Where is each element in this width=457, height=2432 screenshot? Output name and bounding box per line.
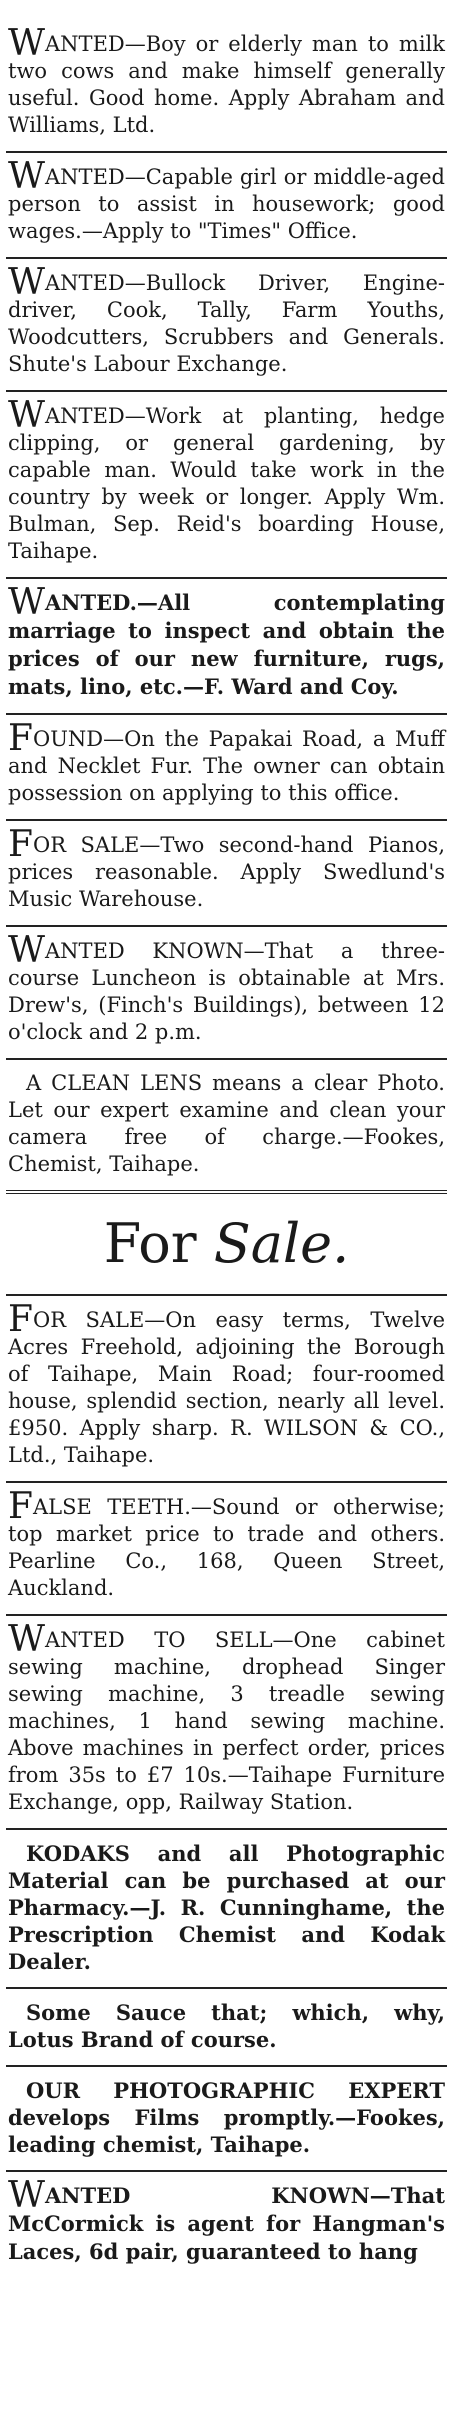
ad-initial: W: [8, 582, 46, 623]
ad-initial: F: [8, 718, 33, 759]
ad-text: OR SALE—Two second-hand Pianos, prices reasonable. Apply Swedlund's Music Warehouse.: [8, 833, 445, 911]
ad-text: ANTED KNOWN—That McCormick is agent for Hangman's Laces, 6d pair, guaranteed to hang: [8, 2183, 445, 2264]
ad-kodaks: [6, 1830, 447, 1989]
heading-part1: For: [103, 1212, 214, 1275]
ad-wanted-known-laces: [6, 2172, 447, 2278]
ad-text: OUND—On the Papakai Road, a Muff and Necklet Fur. The owner can obtain possession on applying to this office.: [8, 727, 445, 805]
ad-initial: W: [8, 930, 46, 971]
ad-text: A CLEAN LENS means a clear Photo. Let our expert examine and clean your camera free of charge.—Fookes, Chemist, Taihape.: [8, 1071, 445, 1176]
ad-initial: W: [8, 2175, 46, 2216]
ad-initial: W: [8, 262, 46, 303]
ad-text: ANTED—Capable girl or middle-aged person to assist in housework; good wages.—Apply to "Times" Office.: [8, 165, 445, 243]
ad-text: KODAKS and all Photographic Material can be purchased at our Pharmacy.—J. R. Cunninghame, the Prescription Chemist and Kodak Dealer.: [8, 1841, 445, 1974]
ad-text: ALSE TEETH.—Sound or otherwise; top market price to trade and others. Pearline Co., 168, Queen Street, Auckland.: [8, 1495, 445, 1600]
ad-wanted-work: [6, 392, 447, 579]
ad-wanted-known-luncheon: [6, 927, 447, 1060]
ad-wanted-girl: [6, 153, 447, 259]
ad-wanted-marriage: [6, 579, 447, 715]
ad-initial: W: [8, 23, 46, 64]
ad-text: OR SALE—On easy terms, Twelve Acres Freehold, adjoining the Borough of Taihape, Main Road; four-roomed house, splendid section, nearly all level. £950. Apply sharp. R. WILSON & CO., Ltd., Taihape.: [8, 1308, 445, 1467]
ad-text: ANTED—Work at planting, hedge clipping, or general gardening, by capable man. Would take work in the country by week or longer. Apply Wm. Bulman, Sep. Reid's boarding House, Taihape.: [8, 404, 445, 563]
ad-text: OUR PHOTOGRAPHIC EXPERT develops Films promptly.—Fookes, leading chemist, Taihape.: [8, 2078, 445, 2157]
ad-text: ANTED KNOWN—That a three-course Luncheon is obtainable at Mrs. Drew's, (Finch's Buildings), between 12 o'clock and 2 p.m.: [8, 939, 445, 1044]
ad-initial: W: [8, 395, 46, 436]
ad-false-teeth: [6, 1483, 447, 1616]
ad-initial: W: [8, 156, 46, 197]
section-heading: [6, 1194, 447, 1296]
ad-text: ANTED—Bullock Driver, Engine-driver, Cook, Tally, Farm Youths, Woodcutters, Scrubbers and Generals. Shute's Labour Exchange.: [8, 271, 445, 376]
ad-text: ANTED.—All contemplating marriage to inspect and obtain the prices of our new furniture, rugs, mats, lino, etc.—F. Ward and Coy.: [8, 590, 445, 699]
ad-initial: F: [8, 824, 33, 865]
heading-part2: Sale.: [213, 1212, 350, 1275]
ad-initial: W: [8, 1619, 46, 1660]
ad-for-sale-acres: [6, 1296, 447, 1483]
ad-wanted-boy: [6, 0, 447, 153]
ad-sauce: [6, 1989, 447, 2067]
ad-photographic-expert: [6, 2067, 447, 2172]
ad-found-fur: [6, 715, 447, 821]
ad-wanted-bullock-driver: [6, 259, 447, 392]
ad-initial: F: [8, 1299, 33, 1340]
ad-clean-lens: [6, 1060, 447, 1194]
ad-text: ANTED—Boy or elderly man to milk two cows and make himself generally useful. Good home. Apply Abraham and Williams, Ltd.: [8, 32, 445, 137]
ad-wanted-to-sell: [6, 1616, 447, 1830]
ad-initial: F: [8, 1486, 33, 1527]
ad-text: ANTED TO SELL—One cabinet sewing machine, drophead Singer sewing machine, 3 treadle sewing machines, 1 hand sewing machine. Above machines in perfect order, prices from 35s to £7 10s.—Taihape Furniture Exchange, opp, Railway Station.: [8, 1628, 445, 1814]
ad-text: Some Sauce that; which, why, Lotus Brand of course.: [8, 2000, 445, 2052]
ad-for-sale-pianos: [6, 821, 447, 927]
